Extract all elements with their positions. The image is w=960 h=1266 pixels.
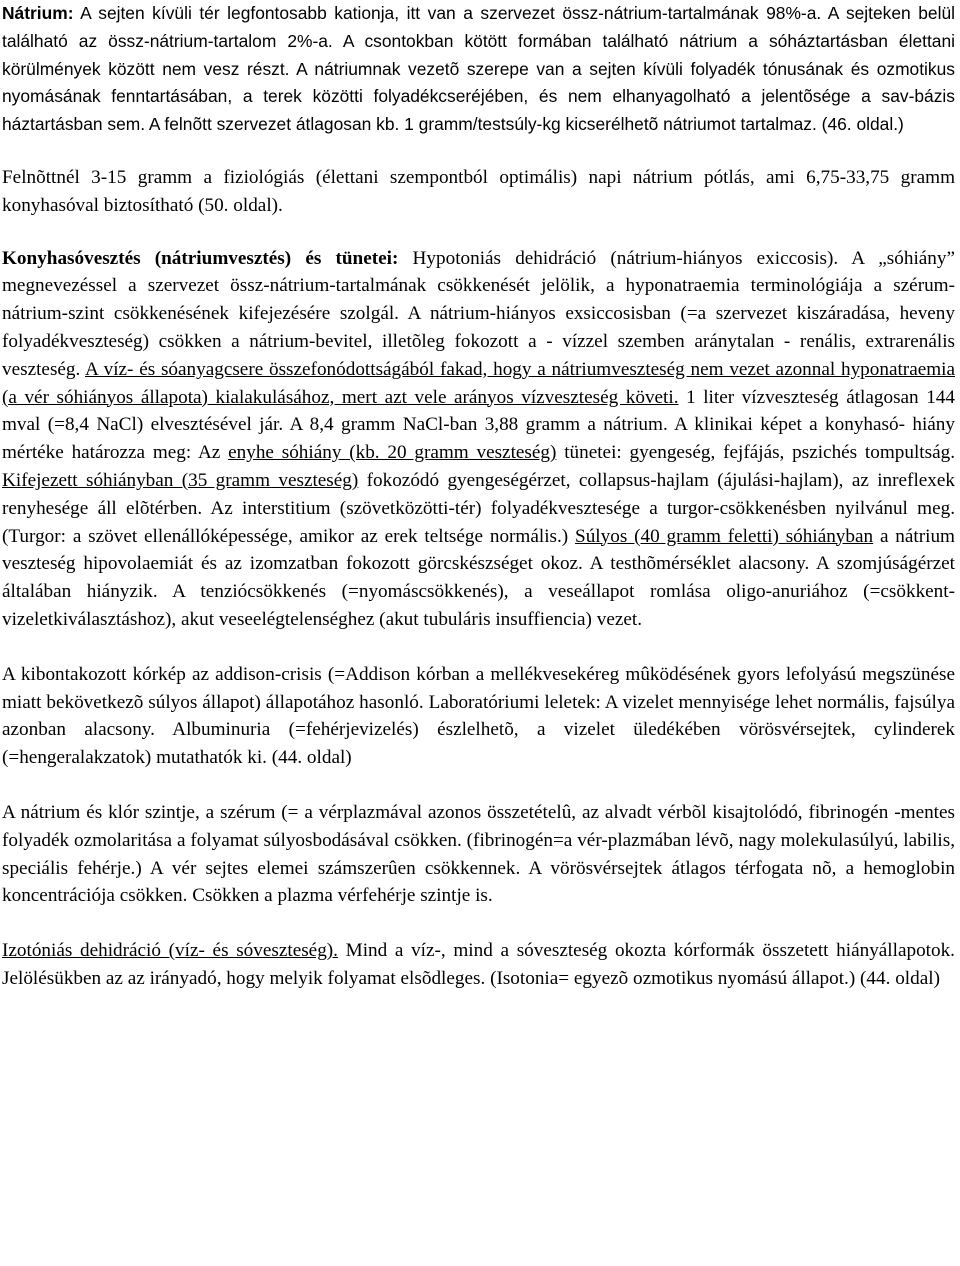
paragraph-natrium [2,0,955,139]
konyhasovesztes-text-2: 1 liter vízveszteség átlagosan 144 mval (=8,4 NaCl) elvesztésével jár. A 8,4 gramm NaCl-ban 3,88 gramm a nátrium. A klinikai képet a konyhasó- hiány mértéke határozza meg: Az [2,386,955,464]
heading-konyhasovesztes: Konyhasóvesztés (nátriumvesztés) és tünetei: [2,247,399,269]
paragraph-natrium-klor [2,799,955,910]
natrium-potlas-text: Felnõttnél 3-15 gramm a fiziológiás (élettani szempontból optimális) napi nátrium pótlás, ami 6,75-33,75 gramm konyhasóval biztosítható (50. oldal). [2,166,955,216]
underlined-izotonias-dehidracio: Izotóniás dehidráció (víz- és sóveszteség). [2,940,338,962]
konyhasovesztes-text-1: Hypotoniás dehidráció (nátrium-hiányos exiccosis). A „sóhiány” megnevezéssel a szervezet össz-nátrium-tartalmának csökkenését jelölik, a hyponatraemia terminológiája a szérum-nátrium-szint csökkenésének kifejezésére szolgál. A nátrium-hiányos exsiccosisban (=a szervezet kiszáradása, heveny folyadékveszteség) csökken a nátrium-bevitel, illetõleg fokozott a - vízzel szemben aránytalan - renális, extrarenális veszteség. [2,247,955,380]
underlined-sulyos-sohiany: Súlyos (40 gramm feletti) sóhiányban [575,525,874,547]
addison-text: A kibontakozott kórkép az addison-crisis (=Addison kórban a mellékvesekéreg mûködésének gyors lefolyású megszünése miatt bekövetkezõ súlyos állapot) állapotához hasonló. Laboratóriumi leletek: A vizelet mennyisége lehet normális, fajsúlya azonban alacsony. Albuminuria (=fehérjevizelés) észlelhetõ, a vizelet üledékében vörösvérsejtek, cylinderek (=hengeralakzatok) mutathatók ki. (44. oldal) [2,663,955,769]
underlined-kifejezett-sohiany: Kifejezett sóhiányban (35 gramm veszteség) [2,469,359,491]
natrium-text: A sejten kívüli tér legfontosabb kationja, itt van a szervezet össz-nátrium-tartalmának 98%-a. A sejteken belül található az össz-nátrium-tartalom 2%-a. A csontokban kötött formában található nátrium a sóháztartásban élettani körülmények között nem vesz részt. A nátriumnak vezetõ szerepe van a sejten kívüli folyadék tónusának és ozmotikus nyomásának fenntartásában, a terek közötti folyadékcseréjében, és nem elhanyagolható a jelentõsége a sav-bázis háztartásban sem. A felnõtt szervezet átlagosan kb. 1 gramm/testsúly-kg kicserélhetõ nátriumot tartalmaz. (46. oldal.) [2,3,955,135]
paragraph-addison [2,661,955,772]
paragraph-konyhasovesztes [2,245,955,634]
konyhasovesztes-text-4: fokozódó gyengeségérzet, collapsus-hajlam (ájulási-hajlam), az inreflexek renyhesége áll elõtérben. Az interstitium (szövetközötti-tér) folyadékvesztesége a turgor-csökkenésben nyilvánul meg. (Turgor: a szövet ellenállóképessége, amikor az erek teltsége normális.) [2,469,955,547]
heading-natrium: Nátrium: [2,3,74,23]
underlined-enyhe-sohiany: enyhe sóhiány (kb. 20 gramm veszteség) [228,442,557,464]
paragraph-izotonias [2,937,955,993]
natrium-klor-text: A nátrium és klór szintje, a szérum (= a vérplazmával azonos összetételû, az alvadt vérbõl kisajtolódó, fibrinogén -mentes folyadék ozmolaritása a folyamat súlyosbodásával csökken. (fibrinogén=a vér-plazmában lévõ, nagy molekulasúlyú, labilis, speciális fehérje.) A vér sejtes elemei számszerûen csökkennek. A vörösvérsejtek átlagos térfogata nõ, a hemoglobin koncentrációja csökken. Csökken a plazma vérfehérje szintje is. [2,801,955,907]
konyhasovesztes-text-3: tünetei: gyengeség, fejfájás, pszichés tompultság. [556,442,956,464]
konyhasovesztes-text-5: a nátrium veszteség hipovolaemiát és az izomzatban fokozott görcskészséget okoz. A testhõmérséklet alacsony. A szomjúságérzet általában hiányzik. A tenziócsökkenés (=nyomáscsökkenés), a veseállapot romlása oligo-anuriához (=csökkent-vizeletkiválasztáshoz), akut veseelégtelenséghez (akut tubuláris insuffiencia) vezet. [2,525,955,630]
paragraph-natrium-potlas [2,164,955,220]
izotonias-text: Mind a víz-, mind a sóveszteség okozta kórformák összetett hiányállapotok. Jelölésükben az az irányadó, hogy melyik folyamat elsõdleges. (Isotonia= egyezõ ozmotikus nyomású állapot.) (44. oldal) [2,940,955,989]
underlined-viz-so-anyagcsere: A víz- és sóanyagcsere összefonódottságából fakad, hogy a nátriumveszteség nem vezet azonnal hyponatraemia (a vér sóhiányos állapota) kialakulásához, mert azt vele arányos vízveszteség követi. [2,358,955,408]
